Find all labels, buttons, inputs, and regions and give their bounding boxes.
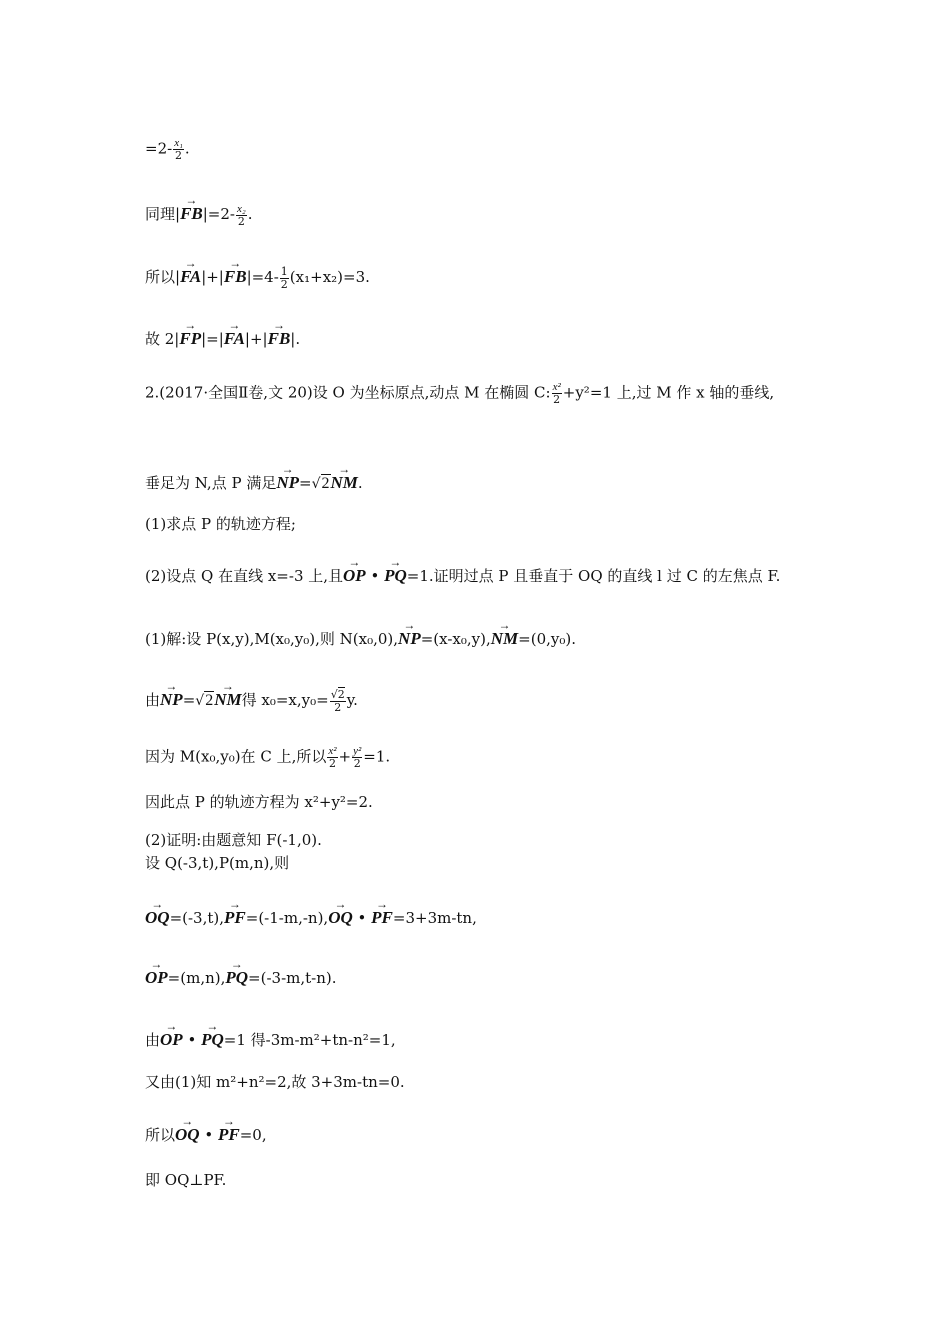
numerator: 1 [280,264,288,278]
vector-OP: → OP [145,962,168,988]
text: =(m,n), [167,969,226,987]
numerator [236,203,247,216]
text: +y²=1 上,过 M 作 x 轴的垂线, [562,383,775,402]
vector-OP: → OP [160,1024,183,1050]
sqrt-sign: √ [311,476,321,492]
denominator: 2 [237,214,245,228]
text: |=4- [246,268,279,286]
text: 由 [145,691,161,709]
text: = [299,474,312,492]
text: |=| [201,330,224,348]
solution-3 [145,745,390,770]
solution-9 [145,1024,396,1050]
vector-OQ: → OQ [145,902,170,928]
text: =1. [363,747,391,766]
fraction [173,137,184,162]
line-3 [145,261,370,291]
radicand: 2 [337,687,345,701]
text: =3+3m-tn, [392,909,477,927]
numerator-text: x₂ [236,202,246,215]
text: + [338,747,352,766]
text: y. [346,691,358,709]
text: • [365,567,385,585]
text: =(x-x₀,y), [420,630,491,648]
vector-NM: → NM [491,623,518,649]
vector-OQ: → OQ [328,902,353,928]
denominator: 2 [328,757,336,770]
solution-1 [145,623,576,649]
line-1 [145,137,190,162]
solution-4: 因此点 P 的轨迹方程为 x²+y²=2. [145,793,373,811]
text: =1 得-3m-m²+tn-n²=1, [223,1031,396,1049]
denominator: 2 [353,757,361,770]
vector-PF: → PF [224,902,246,928]
text: 因为 M(x₀,y₀)在 C 上,所以 [145,747,327,766]
text: =0, [239,1126,267,1144]
vector-FA: → FA [180,261,201,287]
vector-NP: → NP [398,623,421,649]
text: =(-3-m,t-n). [248,969,337,987]
text: |+| [244,330,268,348]
vector-NP: → NP [276,467,299,493]
vector-OP: → OP [343,560,366,586]
text: =(0,y₀). [518,630,576,648]
vector-PF: → PF [218,1119,240,1145]
text: 同理| [145,205,181,223]
text: |+| [201,268,224,286]
text: |=2- [202,205,235,223]
solution-12: 即 OQ⊥PF. [145,1171,227,1189]
denominator: 2 [334,700,342,714]
solution-11 [145,1119,267,1145]
text: . [184,139,190,158]
numerator-text: x₁ [174,137,183,149]
text: (x₁+x₂)=3. [289,268,370,286]
denominator: 2 [175,149,183,162]
text: =2- [145,139,173,158]
solution-7 [145,902,477,928]
text: • [199,1126,218,1144]
solution-10: 又由(1)知 m²+n²=2,故 3+3m-tn=0. [145,1073,405,1091]
text: • [182,1031,202,1049]
text: 得 x₀=x,y₀= [241,691,329,709]
text: 由 [145,1031,161,1049]
fraction [280,266,289,291]
text: 所以| [145,268,181,286]
vector-NM: → NM [214,684,241,710]
vector-PF: → PF [371,902,393,928]
fraction [236,203,247,228]
vector-PQ: → PQ [201,1024,224,1050]
sqrt-sign: √ [195,693,205,709]
line-2 [145,198,252,228]
numerator-text: y² [353,745,362,757]
text: (2)设点 Q 在直线 x=-3 上,且 [145,567,344,585]
part-1: (1)求点 P 的轨迹方程; [145,515,296,533]
vector-NP: → NP [160,684,183,710]
vector-FB: → FB [180,198,203,224]
vector-NM: → NM [331,467,358,493]
text: =(-3,t), [169,909,225,927]
sqrt-sign: √ [330,687,338,701]
numerator [330,689,346,702]
line-4 [145,323,300,349]
denominator: 2 [280,277,288,291]
radicand: 2 [321,475,330,492]
text: (1)解:设 P(x,y),M(x₀,y₀),则 N(x₀,0), [145,630,399,648]
text: |. [290,330,301,348]
solution-2 [145,684,358,714]
text: 故 2| [145,330,180,348]
text: = [182,691,196,709]
fraction [330,689,346,714]
numerator-text: x² [552,381,561,393]
vector-FB: → FB [224,261,247,287]
text: =1.证明过点 P 且垂直于 OQ 的直线 l 过 C 的左焦点 F. [406,567,781,585]
text: 所以 [145,1126,176,1144]
fraction [552,381,562,406]
solution-5: (2)证明:由题意知 F(-1,0). [145,831,322,849]
fraction [352,745,362,770]
vector-PQ: → PQ [384,560,407,586]
radicand: 2 [205,692,214,709]
text: 垂足为 N,点 P 满足 [145,474,277,492]
vector-PQ: → PQ [225,962,248,988]
vector-FP: → FP [179,323,201,349]
solution-6: 设 Q(-3,t),P(m,n),则 [145,854,290,872]
question-2-line-2 [145,467,363,494]
question-2-line-1 [145,381,774,406]
vector-FA: → FA [224,323,245,349]
text: 2.(2017·全国Ⅱ卷,文 20)设 O 为坐标原点,动点 M 在椭圆 C: [145,383,551,402]
denominator: 2 [553,393,561,406]
numerator-text: x² [328,745,337,757]
text: • [352,909,372,927]
vector-FB: → FB [268,323,291,349]
solution-8 [145,962,337,988]
text: . [247,205,253,223]
text: =(-1-m,-n), [245,909,329,927]
vector-OQ: → OQ [175,1119,200,1145]
fraction [327,745,337,770]
part-2 [145,560,780,586]
text: . [357,474,363,492]
